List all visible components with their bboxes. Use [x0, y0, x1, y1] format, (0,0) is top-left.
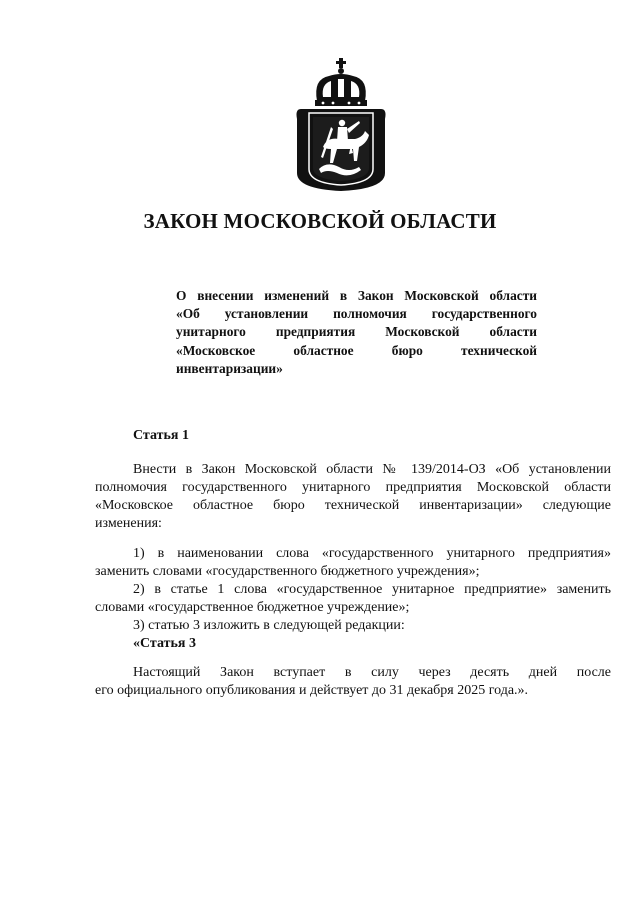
item-3-line: 3) статью 3 изложить в следующей редакции: [133, 617, 405, 633]
text-line: Настоящий Закон вступает в силу через десять дней после [133, 665, 611, 680]
subject-line: «Московское областное бюро технической [176, 342, 537, 358]
law-subject [176, 287, 537, 378]
document-title: ЗАКОН МОСКОВСКОЙ ОБЛАСТИ [143, 209, 497, 233]
text-line: «Московское областное бюро технической инвентаризации» следующие [95, 497, 611, 513]
text-line: его официального опубликования и действует до 31 декабря 2025 года.». [95, 682, 529, 698]
text-line: изменения: [95, 515, 162, 531]
article-intro [95, 461, 611, 533]
subject-line: инвентаризации» [176, 360, 283, 376]
item-1-line: 1) в наименовании слова «государственного унитарного предприятия» [133, 546, 611, 561]
item-2-line: словами «государственное бюджетное учреждение»; [95, 599, 410, 615]
subject-line: унитарного предприятия Московской области [176, 324, 537, 340]
subject-line: О внесении изменений в Закон Московской области [176, 288, 537, 303]
quoted-article-heading: «Статья 3 [133, 635, 196, 651]
moscow-oblast-coat-of-arms-icon [293, 57, 389, 193]
text-line: Внести в Закон Московской области № 139/2014-ОЗ «Об установлении [133, 462, 611, 477]
subject-line: «Об установлении полномочия государственного [176, 306, 537, 322]
item-1-line: заменить словами «государственного бюджетного учреждения»; [95, 563, 480, 579]
text-line: полномочия государственного унитарного предприятия Московской области [95, 479, 611, 495]
amendment-items [95, 545, 611, 652]
quoted-article-text [95, 664, 611, 700]
article-heading: Статья 1 [133, 428, 189, 443]
item-2-line: 2) в статье 1 слова «государственное унитарное предприятие» заменить [133, 581, 611, 597]
